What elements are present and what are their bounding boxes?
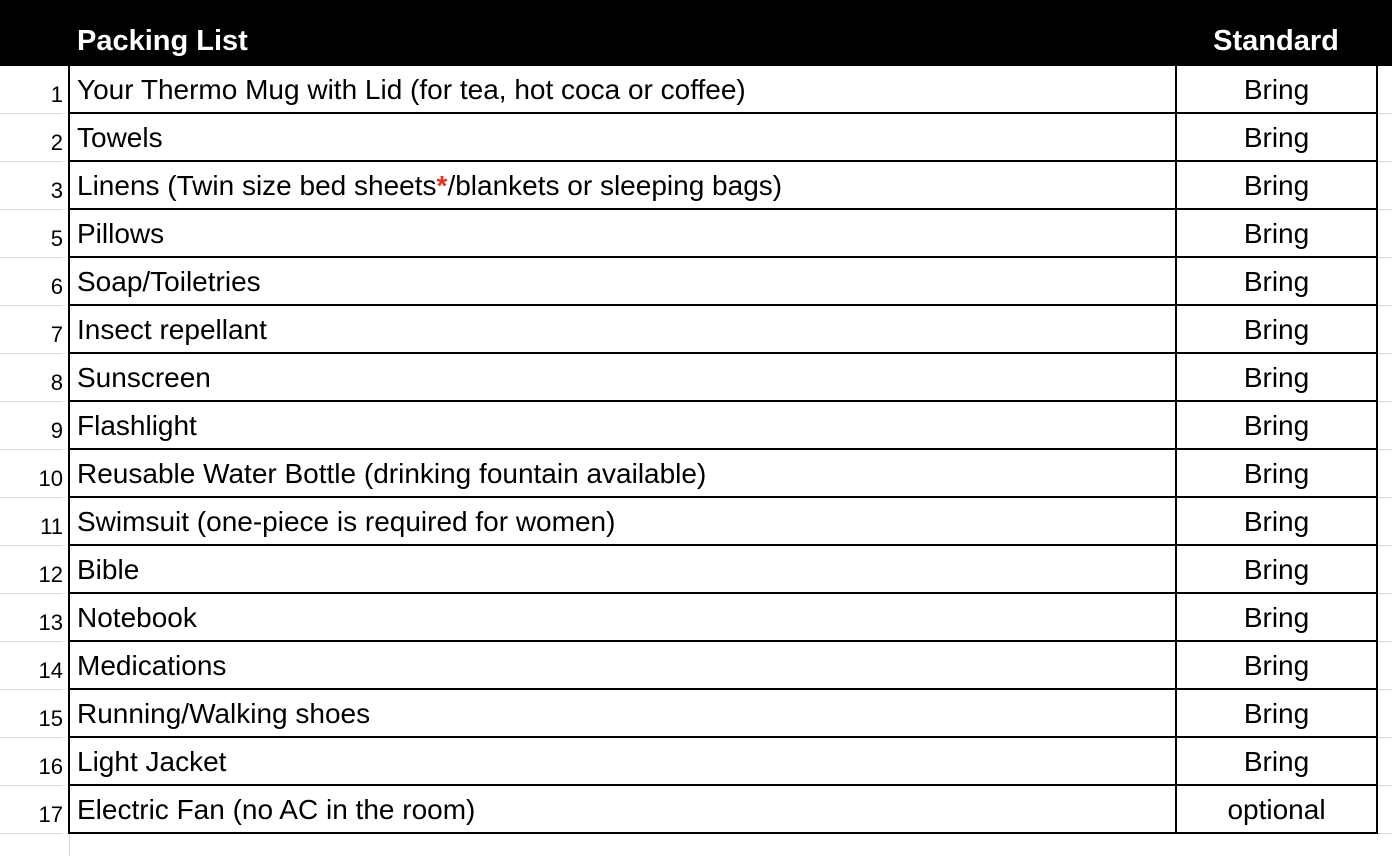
standard-cell[interactable]: Bring bbox=[1175, 354, 1378, 402]
table-row bbox=[0, 738, 1392, 786]
table-row bbox=[0, 786, 1392, 834]
grid-cell[interactable] bbox=[1378, 354, 1392, 402]
item-cell[interactable]: Sunscreen bbox=[68, 354, 1176, 402]
asterisk-mark: * bbox=[436, 170, 448, 201]
standard-cell[interactable]: Bring bbox=[1175, 162, 1378, 210]
table-row bbox=[0, 642, 1392, 690]
grid-cell[interactable] bbox=[1378, 642, 1392, 690]
table-row bbox=[0, 402, 1392, 450]
grid-cell[interactable] bbox=[1378, 402, 1392, 450]
table-row bbox=[0, 498, 1392, 546]
grid-cell[interactable] bbox=[1378, 162, 1392, 210]
standard-cell[interactable]: Bring bbox=[1175, 738, 1378, 786]
table-row bbox=[0, 258, 1392, 306]
table-row bbox=[0, 114, 1392, 162]
row-number[interactable]: 10 bbox=[0, 450, 63, 498]
item-cell[interactable]: Bible bbox=[68, 546, 1176, 594]
table-row bbox=[0, 162, 1392, 210]
grid-cell[interactable] bbox=[1378, 594, 1392, 642]
standard-cell[interactable]: Bring bbox=[1175, 114, 1378, 162]
standard-cell[interactable]: Bring bbox=[1175, 306, 1378, 354]
row-number[interactable]: 11 bbox=[0, 498, 63, 546]
grid-cell[interactable] bbox=[1378, 306, 1392, 354]
standard-cell[interactable]: Bring bbox=[1175, 66, 1378, 114]
item-cell[interactable]: Soap/Toiletries bbox=[68, 258, 1176, 306]
header-cell-packing-list[interactable]: Packing List bbox=[77, 25, 248, 57]
item-cell[interactable]: Reusable Water Bottle (drinking fountain available) bbox=[68, 450, 1176, 498]
table-row bbox=[0, 594, 1392, 642]
row-number[interactable]: 9 bbox=[0, 402, 63, 450]
grid-cell[interactable] bbox=[1378, 210, 1392, 258]
grid-cell[interactable] bbox=[1378, 450, 1392, 498]
row-number[interactable]: 17 bbox=[0, 786, 63, 834]
item-cell[interactable]: Your Thermo Mug with Lid (for tea, hot coca or coffee) bbox=[68, 66, 1176, 114]
item-cell[interactable]: Notebook bbox=[68, 594, 1176, 642]
grid-cell[interactable] bbox=[1378, 66, 1392, 114]
standard-cell[interactable]: Bring bbox=[1175, 402, 1378, 450]
row-number[interactable]: 12 bbox=[0, 546, 63, 594]
item-cell[interactable]: Towels bbox=[68, 114, 1176, 162]
row-number[interactable]: 1 bbox=[0, 66, 63, 114]
standard-cell[interactable]: Bring bbox=[1175, 210, 1378, 258]
grid-cell[interactable] bbox=[1378, 258, 1392, 306]
item-cell[interactable]: Medications bbox=[68, 642, 1176, 690]
item-cell[interactable] bbox=[68, 162, 1176, 210]
table-row bbox=[0, 354, 1392, 402]
standard-cell[interactable]: Bring bbox=[1175, 546, 1378, 594]
standard-cell[interactable]: Bring bbox=[1175, 450, 1378, 498]
header-cell-standard[interactable]: Standard bbox=[1213, 25, 1339, 57]
row-number[interactable]: 5 bbox=[0, 210, 63, 258]
item-cell[interactable]: Insect repellant bbox=[68, 306, 1176, 354]
row-number[interactable]: 3 bbox=[0, 162, 63, 210]
item-cell[interactable]: Swimsuit (one-piece is required for women) bbox=[68, 498, 1176, 546]
standard-cell[interactable]: Bring bbox=[1175, 642, 1378, 690]
item-text-start: Linens (Twin size bed sheets bbox=[77, 170, 437, 201]
item-cell[interactable]: Flashlight bbox=[68, 402, 1176, 450]
table-row bbox=[0, 210, 1392, 258]
row-number[interactable]: 15 bbox=[0, 690, 63, 738]
row-number[interactable]: 14 bbox=[0, 642, 63, 690]
table-body bbox=[0, 66, 1392, 834]
row-number[interactable]: 6 bbox=[0, 258, 63, 306]
table-row bbox=[0, 546, 1392, 594]
item-text-end: /blankets or sleeping bags) bbox=[447, 170, 783, 201]
standard-cell[interactable]: Bring bbox=[1175, 594, 1378, 642]
grid-cell[interactable] bbox=[1378, 546, 1392, 594]
item-cell[interactable]: Light Jacket bbox=[68, 738, 1176, 786]
grid-cell[interactable] bbox=[1378, 114, 1392, 162]
item-cell[interactable]: Electric Fan (no AC in the room) bbox=[68, 786, 1176, 834]
grid-cell[interactable] bbox=[1378, 786, 1392, 834]
standard-cell[interactable]: Bring bbox=[1175, 258, 1378, 306]
standard-cell[interactable]: Bring bbox=[1175, 498, 1378, 546]
row-number[interactable]: 7 bbox=[0, 306, 63, 354]
table-row bbox=[0, 690, 1392, 738]
header-row bbox=[0, 0, 1392, 66]
grid-cell[interactable] bbox=[1378, 738, 1392, 786]
grid-cell[interactable] bbox=[1378, 690, 1392, 738]
item-cell[interactable]: Running/Walking shoes bbox=[68, 690, 1176, 738]
table-row bbox=[0, 306, 1392, 354]
empty-grid-row[interactable] bbox=[0, 834, 1392, 856]
row-number[interactable]: 16 bbox=[0, 738, 63, 786]
row-number[interactable]: 13 bbox=[0, 594, 63, 642]
standard-cell[interactable]: optional bbox=[1175, 786, 1378, 834]
row-number[interactable]: 2 bbox=[0, 114, 63, 162]
table-row bbox=[0, 66, 1392, 114]
item-cell[interactable]: Pillows bbox=[68, 210, 1176, 258]
row-number[interactable]: 8 bbox=[0, 354, 63, 402]
table-row bbox=[0, 450, 1392, 498]
gridline bbox=[69, 834, 70, 856]
standard-cell[interactable]: Bring bbox=[1175, 690, 1378, 738]
grid-cell[interactable] bbox=[1378, 498, 1392, 546]
